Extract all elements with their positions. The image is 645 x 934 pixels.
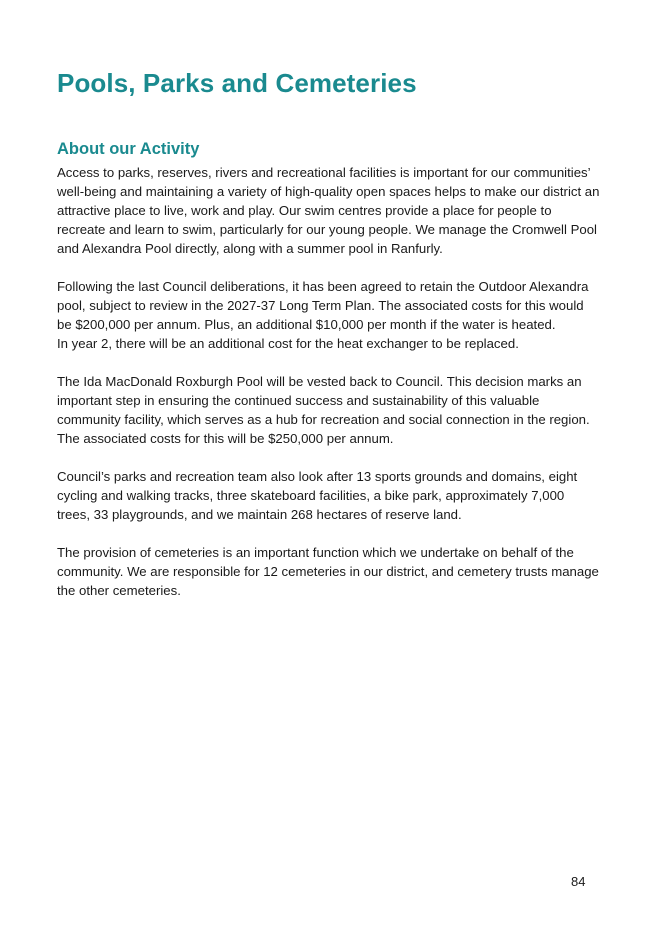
text-line: well-being and maintaining a variety of high-quality open spaces helps to make our district an [57,184,600,199]
text-line: Following the last Council deliberations, it has been agreed to retain the Outdoor Alexandra [57,279,589,294]
text-line: Access to parks, reserves, rivers and recreational facilities is important for our communities’ [57,165,591,180]
page-number: 84 [571,874,586,889]
text-line: be $200,000 per annum. Plus, an additional $10,000 per month if the water is heated. [57,317,556,332]
text-line: recreate and learn to swim, particularly for our young people. We manage the Cromwell Pool [57,222,597,237]
paragraph [57,543,597,600]
text-line: community facility, which serves as a hub for recreation and social connection in the region. [57,412,590,427]
paragraph [57,277,597,353]
section-heading: About our Activity [57,140,200,158]
paragraph [57,163,600,258]
text-line: trees, 33 playgrounds, and we maintain 268 hectares of reserve land. [57,507,462,522]
paragraph [57,372,597,448]
text-line: Council’s parks and recreation team also look after 13 sports grounds and domains, eight [57,469,578,484]
text-line: The Ida MacDonald Roxburgh Pool will be vested back to Council. This decision marks an [57,374,582,389]
text-line: In year 2, there will be an additional cost for the heat exchanger to be replaced. [57,336,519,351]
text-line: community. We are responsible for 12 cemeteries in our district, and cemetery trusts manage [57,564,599,579]
body-text [57,163,600,619]
text-line: cycling and walking tracks, three skateboard facilities, a bike park, approximately 7,000 [57,488,565,503]
page-title: Pools, Parks and Cemeteries [57,68,417,98]
text-line: The provision of cemeteries is an important function which we undertake on behalf of the [57,545,574,560]
text-line: The associated costs for this will be $250,000 per annum. [57,431,394,446]
text-line: important step in ensuring the continued success and sustainability of this valuable [57,393,540,408]
text-line: attractive place to live, work and play. Our swim centres provide a place for people to [57,203,552,218]
paragraph [57,467,597,524]
text-line: the other cemeteries. [57,583,181,598]
text-line: and Alexandra Pool directly, along with a summer pool in Ranfurly. [57,241,443,256]
text-line: pool, subject to review in the 2027-37 Long Term Plan. The associated costs for this would [57,298,584,313]
